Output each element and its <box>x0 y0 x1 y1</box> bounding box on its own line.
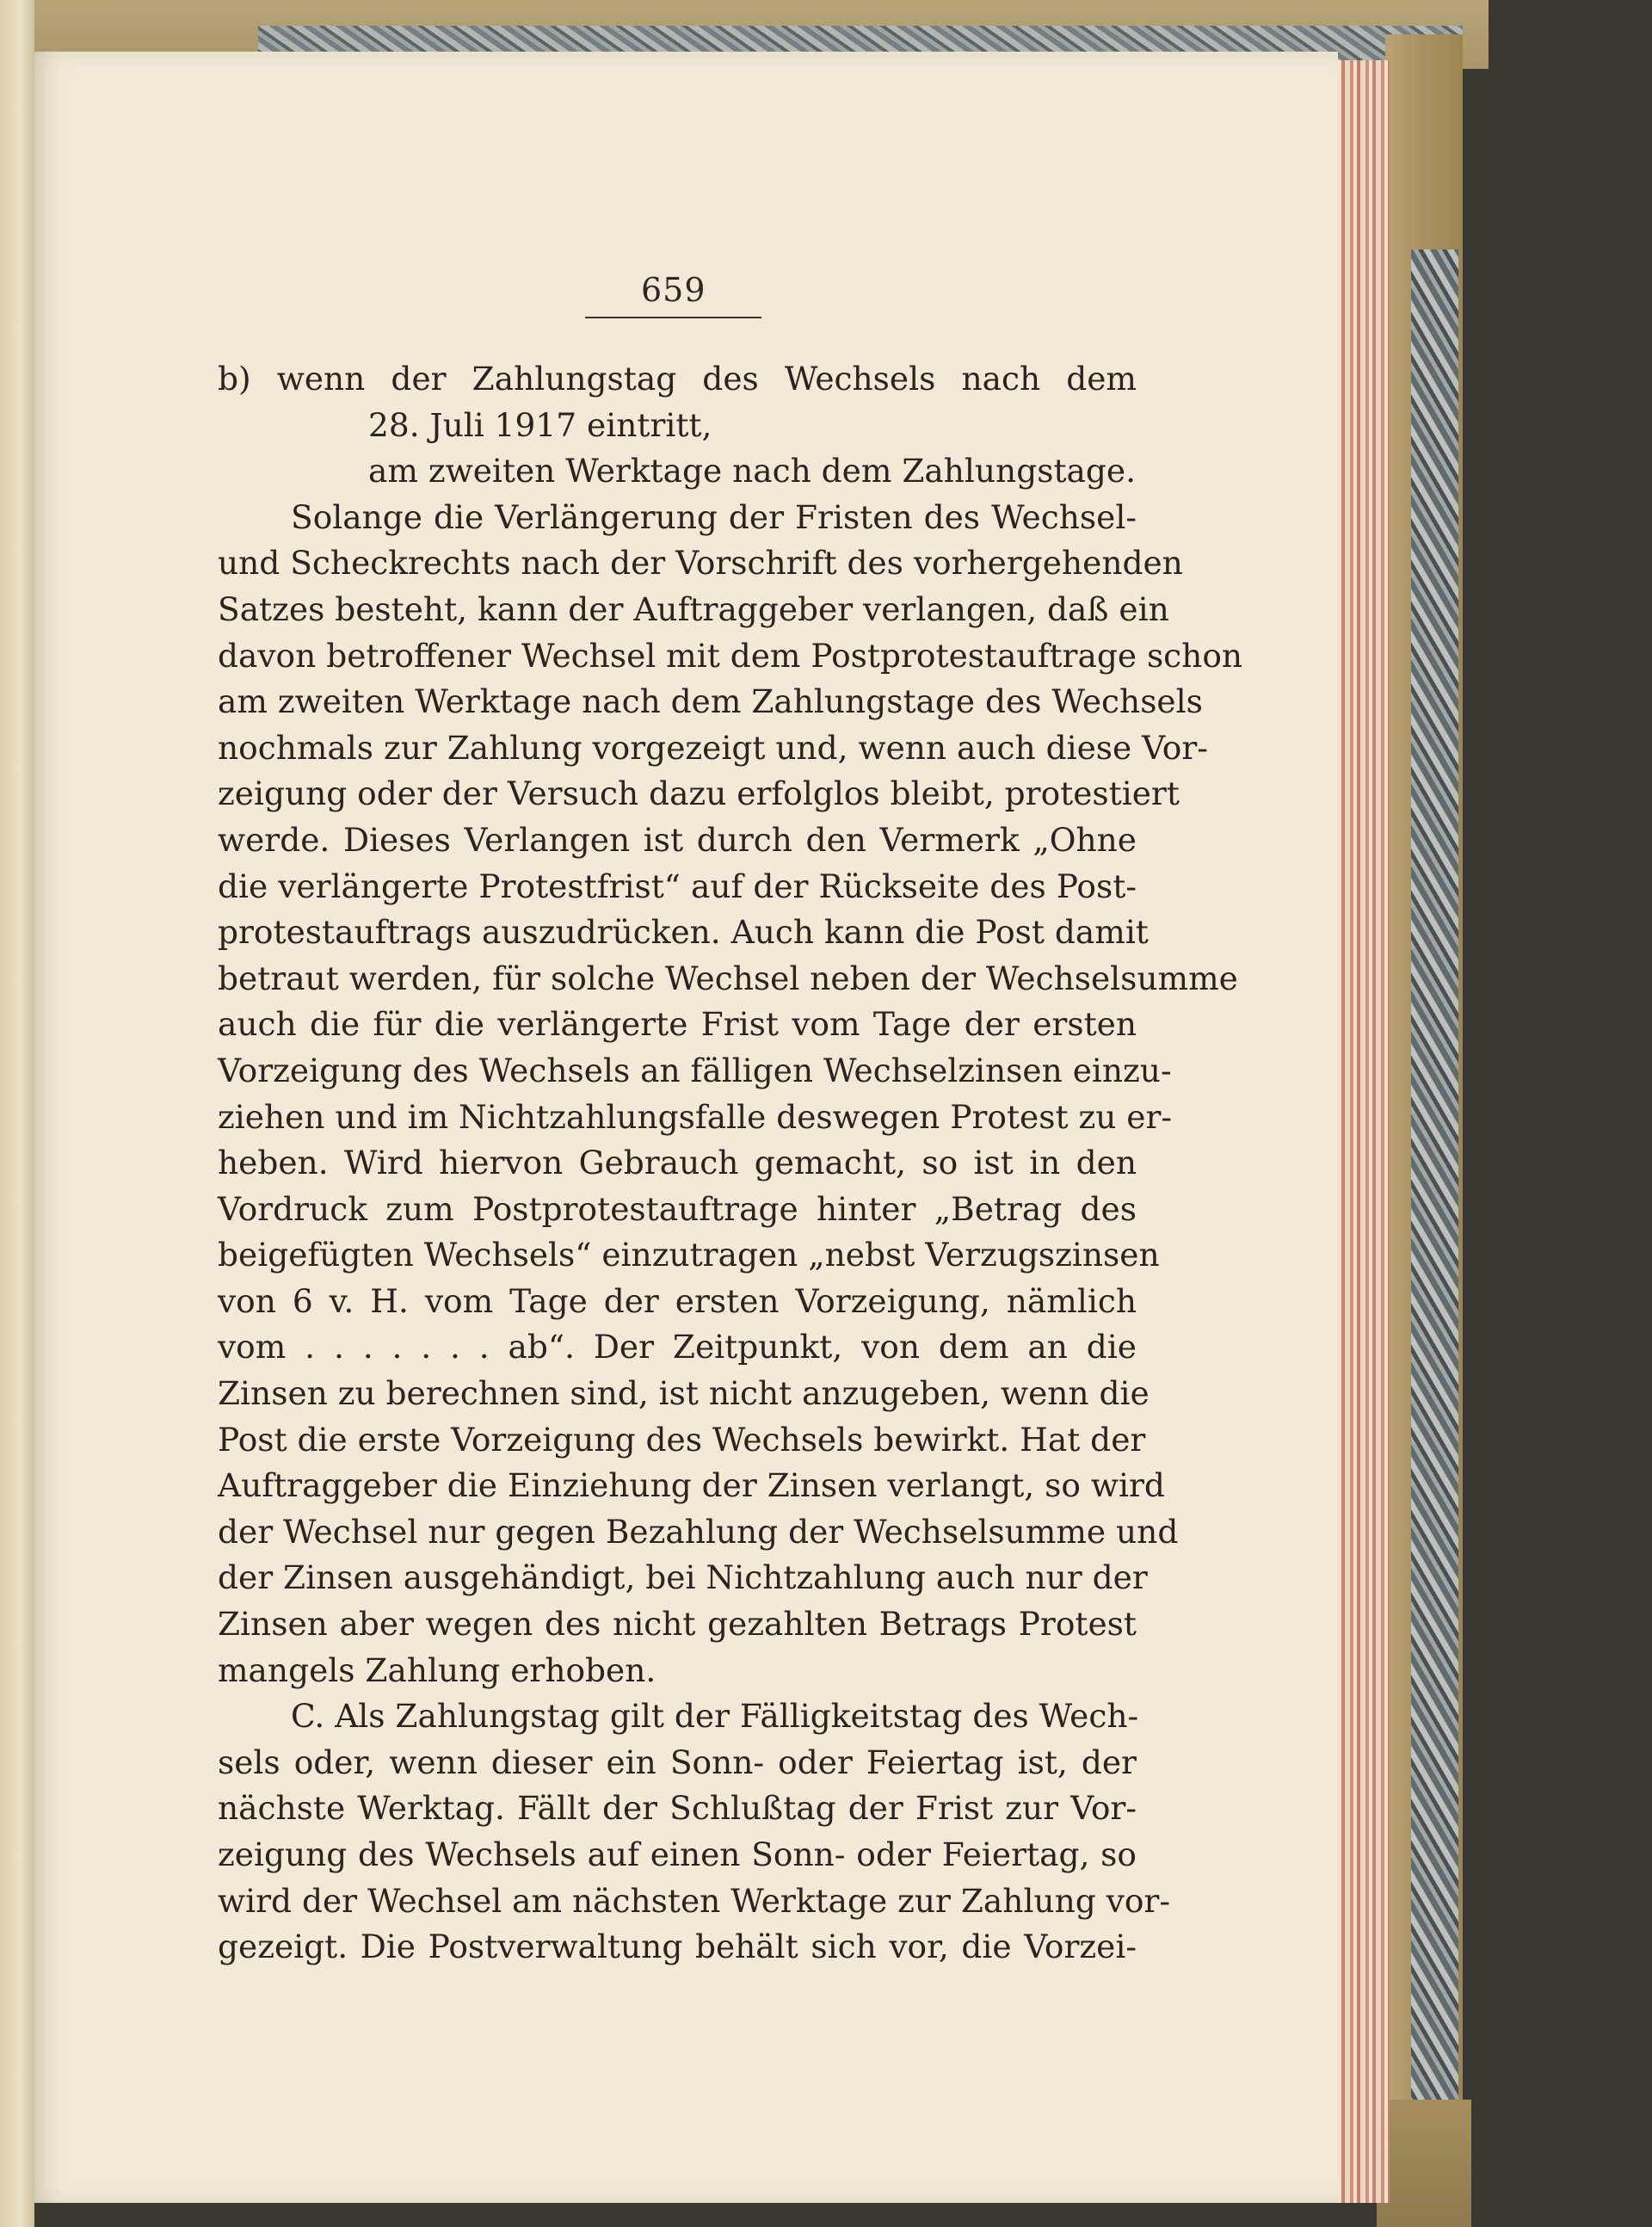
facing-page-edge <box>0 0 34 2227</box>
text-line: gezeigt. Die Postverwaltung behält sich vor, die Vorzei- <box>218 1928 1137 1966</box>
marbled-board-right <box>1411 250 1458 2117</box>
page-stack-edges <box>1329 60 1390 2203</box>
text-line: heben. Wird hiervon Gebrauch gemacht, so ist in den <box>218 1144 1137 1182</box>
cover-cloth-corner <box>1377 2100 1471 2227</box>
text-line: werde. Dieses Verlangen ist durch den Vermerk „Ohne <box>218 820 1137 859</box>
header-rule <box>585 317 761 318</box>
text-line: mangels Zahlung erhoben. <box>218 1650 656 1689</box>
text-line: nächste Werktag. Fällt der Schlußtag der Frist zur Vor- <box>218 1789 1137 1828</box>
text-line: sels oder, wenn dieser ein Sonn- oder Feiertag ist, der <box>218 1743 1137 1781</box>
text-line: auch die für die verlängerte Frist vom Tage der ersten <box>218 1005 1137 1044</box>
body-text <box>218 356 1243 1971</box>
text-line: Solange die Verlängerung der Fristen des Wechsel- <box>291 497 1137 536</box>
text-line: Zinsen aber wegen des nicht gezahlten Betrags Protest <box>218 1605 1137 1644</box>
text-line: und Scheckrechts nach der Vorschrift des vorhergehenden <box>218 544 1183 583</box>
text-line: betraut werden, für solche Wechsel neben der Wechselsumme <box>218 959 1238 997</box>
text-line: davon betroffener Wechsel mit dem Postprotestauftrage schon <box>218 636 1243 675</box>
text-line: zeigung des Wechsels auf einen Sonn- oder Feiertag, so <box>218 1835 1137 1873</box>
text-line: ziehen und im Nichtzahlungsfalle deswegen Protest zu er- <box>218 1097 1173 1136</box>
text-line: 28. Juli 1917 eintritt, <box>368 405 712 444</box>
text-line: Satzes besteht, kann der Auftraggeber verlangen, daß ein <box>218 589 1169 628</box>
text-line: die verlängerte Protestfrist“ auf der Rückseite des Post- <box>218 867 1137 905</box>
text-line: Vordruck zum Postprotestauftrage hinter „Betrag des <box>218 1189 1137 1228</box>
text-line: beigefügten Wechsels“ einzutragen „nebst Verzugszinsen <box>218 1236 1160 1274</box>
text-line: Zinsen zu berechnen sind, ist nicht anzugeben, wenn die <box>218 1374 1150 1413</box>
page-number: 659 <box>641 271 706 309</box>
text-line: der Zinsen ausgehändigt, bei Nichtzahlung auch nur der <box>218 1558 1148 1597</box>
text-line: am zweiten Werktage nach dem Zahlungstage des Wechsels <box>218 682 1203 721</box>
text-line: zeigung oder der Versuch dazu erfolglos bleibt, protestiert <box>218 774 1180 813</box>
text-line: Auftraggeber die Einziehung der Zinsen verlangt, so wird <box>218 1466 1165 1505</box>
text-line: wird der Wechsel am nächsten Werktage zur Zahlung vor- <box>218 1881 1171 1920</box>
text-line: Vorzeigung des Wechsels an fälligen Wechselzinsen einzu- <box>218 1051 1172 1089</box>
text-line: nochmals zur Zahlung vorgezeigt und, wenn auch diese Vor- <box>218 728 1208 767</box>
text-line: der Wechsel nur gegen Bezahlung der Wechselsumme und <box>218 1512 1179 1551</box>
text-line: von 6 v. H. vom Tage der ersten Vorzeigung, nämlich <box>218 1281 1137 1320</box>
book-page <box>34 52 1338 2203</box>
text-line: C. Als Zahlungstag gilt der Fälligkeitstag des Wech- <box>291 1697 1139 1736</box>
text-line: am zweiten Werktage nach dem Zahlungstage. <box>368 452 1136 490</box>
text-line: Post die erste Vorzeigung des Wechsels bewirkt. Hat der <box>218 1420 1146 1459</box>
text-line: b) wenn der Zahlungstag des Wechsels nach dem <box>218 360 1137 398</box>
text-line: vom . . . . . . . ab“. Der Zeitpunkt, von dem an die <box>218 1328 1137 1366</box>
text-line: protestauftrags auszudrücken. Auch kann die Post damit <box>218 913 1149 952</box>
